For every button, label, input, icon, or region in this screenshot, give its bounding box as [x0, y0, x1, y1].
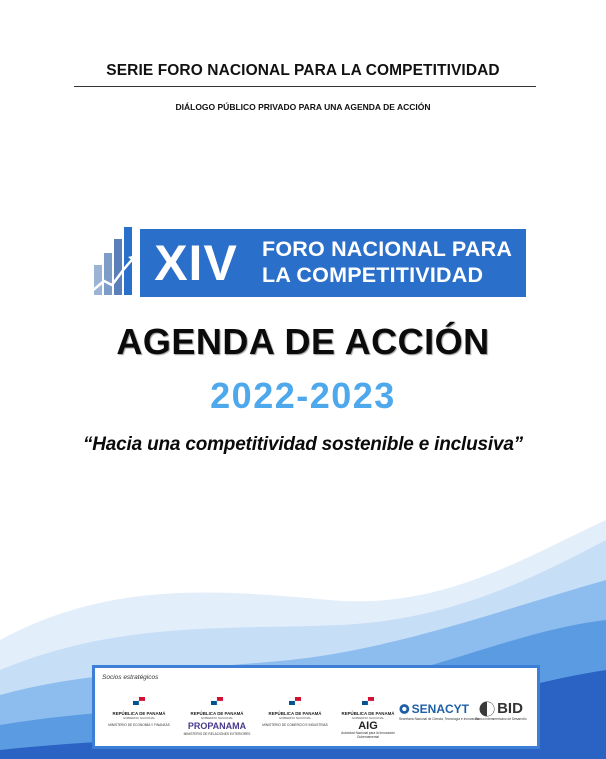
dialog-subtitle: DIÁLOGO PÚBLICO PRIVADO PARA UNA AGENDA DE ACCIÓN — [175, 102, 431, 112]
partner-gov-sub: GOBIERNO NACIONAL — [278, 716, 312, 720]
partner-gov-sub: GOBIERNO NACIONAL — [122, 716, 156, 720]
logo-edition-number: XIV — [154, 235, 238, 291]
forum-logo — [90, 225, 530, 301]
partner-mici-logo — [259, 692, 331, 742]
agenda-title: AGENDA DE ACCIÓN — [116, 321, 490, 362]
years-range: 2022-2023 — [210, 375, 396, 416]
partner-aig-logo — [337, 692, 399, 742]
partner-senacyt-logo — [399, 702, 480, 752]
partner-gov-sub: GOBIERNO NACIONAL — [351, 716, 385, 720]
partner-brand: PROPANAMA — [187, 721, 247, 731]
panama-flag-icon — [211, 697, 223, 705]
partner-ministry: MINISTERIO DE COMERCIO E INDUSTRIAS — [262, 723, 328, 727]
series-title: SERIE FORO NACIONAL PARA LA COMPETITIVIDAD — [106, 62, 500, 79]
header-divider — [74, 86, 536, 87]
logo-title-line-1: FORO NACIONAL PARA — [262, 237, 513, 261]
partner-ministry: Autoridad Nacional para la Innovación Gubernamental — [341, 731, 395, 739]
partner-ministry: Banco Interamericano de Desarrollo — [475, 717, 527, 721]
growth-bars-icon — [90, 225, 140, 297]
senacyt-emblem-icon — [399, 703, 410, 715]
partner-gov-name: REPÚBLICA DE PANAMÁ — [341, 711, 395, 716]
panama-flag-icon — [362, 697, 374, 705]
partner-propanama-logo — [181, 692, 253, 742]
bid-emblem-icon — [479, 701, 495, 717]
tagline: “Hacia una competitividad sostenible e inclusiva” — [82, 434, 523, 455]
panama-flag-icon — [289, 697, 301, 705]
partner-brand: AIG — [358, 720, 378, 732]
partner-brand: BID — [497, 700, 523, 717]
partner-brand: SENACYT — [411, 702, 469, 716]
partner-gov-sub: GOBIERNO NACIONAL — [200, 716, 234, 720]
partner-ministry: Secretaría Nacional de Ciencia, Tecnología e Innovación — [399, 717, 480, 721]
partner-gov-name: REPÚBLICA DE PANAMÁ — [112, 711, 166, 716]
partner-gov-name: REPÚBLICA DE PANAMÁ — [268, 711, 322, 716]
partner-gov-name: REPÚBLICA DE PANAMÁ — [190, 711, 244, 716]
panama-flag-icon — [133, 697, 145, 705]
partner-ministry: MINISTERIO DE ECONOMÍA Y FINANZAS — [108, 723, 170, 727]
partners-label: Socios estratégicos — [102, 674, 159, 681]
logo-title-line-2: LA COMPETITIVIDAD — [262, 263, 484, 287]
partner-ministry: MINISTERIO DE RELACIONES EXTERIORES — [183, 732, 251, 736]
partner-bid-logo — [471, 700, 531, 750]
partner-mef-logo — [103, 692, 175, 742]
strategic-partners-panel — [92, 665, 540, 749]
logo-banner — [140, 229, 526, 297]
